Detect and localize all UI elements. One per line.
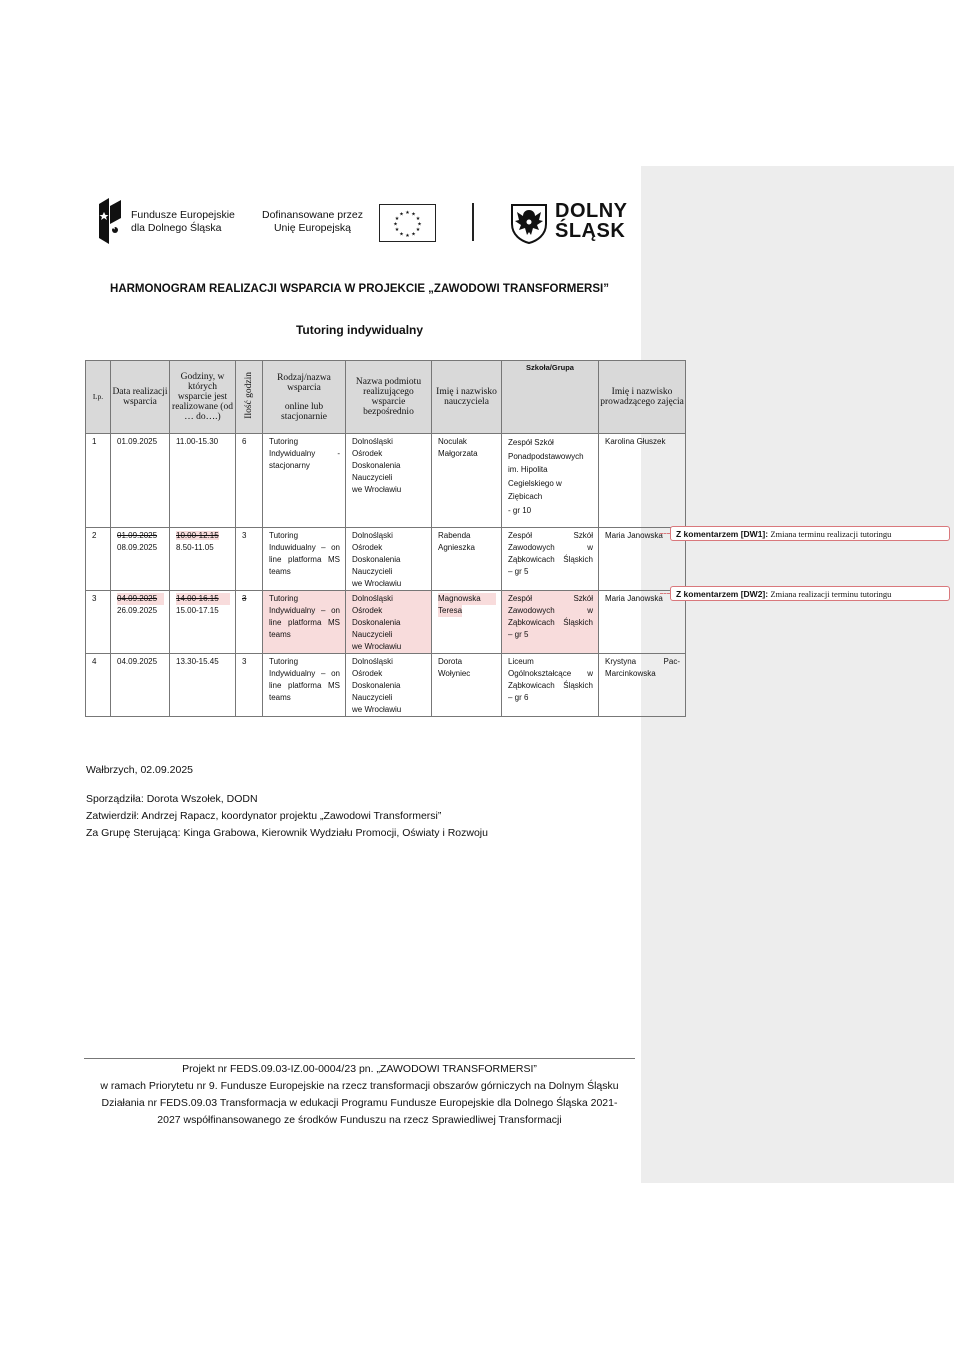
entity-line: Dolnośląski (352, 657, 393, 666)
cell-count (236, 591, 263, 654)
cell-school: Zespół Szkół Zawodowych w Ząbkowicach Śląskich – gr 5 (502, 528, 599, 591)
entity-line: we Wrocławiu (352, 642, 402, 651)
comment-text: Zmiana terminu realizacji tutoringu (770, 529, 892, 539)
header-entity: Nazwa podmiotu realizującego wsparcie bezpośrednio (346, 361, 432, 434)
new-date: 08.09.2025 (117, 543, 158, 552)
entity-line: we Wrocławiu (352, 579, 402, 588)
eu-logo-line1: Dofinansowane przez (262, 209, 363, 221)
cell-lp: 3 (86, 591, 111, 654)
cell-date: 04.09.2025 (111, 654, 170, 717)
cell-date: 01.09.2025 (111, 434, 170, 528)
document-title: HARMONOGRAM REALIZACJI WSPARCIA W PROJEKCIE „ZAWODOWI TRANSFORMERSI” (110, 283, 609, 295)
entity-line: Ośrodek (352, 606, 383, 615)
cell-entity (346, 434, 432, 528)
fe-stars-icon (97, 196, 127, 246)
place-date: Wałbrzych, 02.09.2025 (86, 764, 194, 776)
header-type-line2: online lub stacjonarnie (281, 401, 327, 422)
cell-count: 3 (236, 528, 263, 591)
cell-teacher (432, 654, 502, 717)
svg-text:★: ★ (417, 221, 422, 228)
cell-count: 6 (236, 434, 263, 528)
header-date: Data realizacji wsparcia (111, 361, 170, 434)
school-line: Ponadpodstawowych (508, 451, 584, 461)
teacher-line: Agnieszka (438, 543, 475, 552)
deleted-date: 04.09.2025 (117, 593, 164, 605)
entity-line: Dolnośląski (352, 594, 393, 603)
fe-logo-line2: dla Dolnego Śląska (131, 222, 222, 234)
cell-entity (346, 654, 432, 717)
header-count (236, 361, 263, 434)
school-line: im. Hipolita (508, 465, 548, 474)
svg-text:★: ★ (411, 231, 416, 238)
header-type-line1: Rodzaj/nazwa wsparcia (277, 372, 331, 393)
school-line: Cegielskiego w (508, 478, 562, 488)
entity-line: Doskonalenia (352, 555, 401, 564)
cell-type: Tutoring Indywidualny – on line platforma MS teams (263, 654, 346, 717)
school-line: Ziębicach (508, 492, 543, 501)
svg-text:★: ★ (415, 227, 421, 233)
comment-connector (660, 593, 670, 594)
cell-entity (346, 528, 432, 591)
cell-lead: Karolina Głuszek (599, 434, 686, 528)
entity-line: Nauczycieli (352, 630, 393, 639)
svg-text:★: ★ (399, 211, 404, 218)
signature-line: Zatwierdził: Andrzej Rapacz, koordynator projektu „Zawodowi Transformersi” (86, 810, 442, 822)
new-hours: 8.50-11.05 (176, 543, 214, 552)
cell-school: Zespół Szkół Zawodowych w Ząbkowicach Śląskich – gr 5 (502, 591, 599, 654)
footer-line: Projekt nr FEDS.09.03-IZ.00-0004/23 pn. „ZAWODOWI TRANSFORMERSI” (182, 1063, 537, 1075)
entity-line: we Wrocławiu (352, 485, 402, 494)
teacher-line: Dorota (438, 657, 463, 666)
footer (84, 1061, 635, 1129)
table-row (86, 591, 686, 654)
entity-line: Nauczycieli (352, 567, 393, 576)
cell-date (111, 528, 170, 591)
cell-lead: Maria Janowska (599, 528, 686, 591)
table-row (86, 654, 686, 717)
cell-hours: 11.00-15.30 (170, 434, 236, 528)
entity-line: Doskonalenia (352, 681, 401, 690)
header-hours: Godziny, w których wsparcie jest realizowane (od … do….) (170, 361, 236, 434)
cell-type: Tutoring Induwidualny – on line platforma MS teams (263, 528, 346, 591)
cell-hours: 13.30-15.45 (170, 654, 236, 717)
entity-line: Doskonalenia (352, 461, 401, 470)
footer-line: Działania nr FEDS.09.03 Transformacja w edukacji Programu Fundusze Europejskie dla Dolnego Śląska 2021- (101, 1097, 618, 1109)
deleted-hours: 10.00-12.15 (176, 531, 219, 540)
cell-entity (346, 591, 432, 654)
eagle-crest-icon (510, 202, 548, 244)
comment-label: Z komentarzem [DW1]: (676, 529, 769, 539)
entity-line: Ośrodek (352, 543, 383, 552)
cell-type: Tutoring Indywidualny – on line platforma MS teams (263, 591, 346, 654)
cell-teacher (432, 591, 502, 654)
teacher-line: Małgorzata (438, 449, 478, 458)
school-line: - gr 10 (508, 505, 532, 515)
cell-lead: Krystyna Pac-Marcinkowska (599, 654, 686, 717)
cell-type: Tutoring Indywidualny - stacjonarny (263, 434, 346, 528)
svg-text:★: ★ (399, 231, 404, 238)
signature-line: Sporządziła: Dorota Wszołek, DODN (86, 793, 258, 805)
new-hours: 15.00-17.15 (176, 606, 219, 615)
comment-dw2[interactable] (670, 586, 950, 601)
svg-text:★: ★ (411, 211, 416, 218)
svg-text:★: ★ (393, 221, 398, 228)
ds-logo-line1: DOLNY (555, 200, 628, 222)
eu-funding-text (262, 209, 363, 235)
comment-connector (660, 533, 670, 534)
cell-hours (170, 591, 236, 654)
header-type (263, 361, 346, 434)
entity-line: Dolnośląski (352, 531, 393, 540)
svg-text:★: ★ (415, 216, 421, 222)
footer-line: w ramach Priorytetu nr 9. Fundusze Europejskie na rzecz transformacji obszarów górniczych na Dolnym Śląsku (100, 1080, 619, 1092)
cell-lp: 1 (86, 434, 111, 528)
cell-school: Liceum Ogólnokształcące w Ząbkowicach Śląskich – gr 6 (502, 654, 599, 717)
fe-logo-line1: Fundusze Europejskie (131, 209, 235, 221)
deleted-hours: 14.00-16.15 (176, 593, 230, 605)
table-header-row (86, 361, 686, 434)
cell-lp: 2 (86, 528, 111, 591)
comment-text: Zmiana realizacji terminu tutoringu (770, 589, 892, 599)
school-line: Zespół Szkół (508, 438, 554, 447)
new-date: 26.09.2025 (117, 606, 158, 615)
svg-text:★: ★ (405, 210, 410, 216)
entity-line: Ośrodek (352, 669, 383, 678)
cell-hours (170, 528, 236, 591)
teacher-line: Rabenda (438, 531, 471, 540)
cell-date (111, 591, 170, 654)
schedule-table (85, 360, 686, 717)
document-subtitle: Tutoring indywidualny (295, 323, 424, 337)
teacher-line: Teresa (438, 606, 463, 615)
table-row (86, 528, 686, 591)
teacher-line: Noculak (438, 437, 467, 446)
entity-line: Dolnośląski (352, 437, 393, 446)
svg-text:★: ★ (394, 227, 400, 233)
teacher-line: Wołyniec (438, 669, 471, 678)
header-teacher: Imię i nazwisko nauczyciela (432, 361, 502, 434)
header-lp: Lp. (86, 361, 111, 434)
entity-line: Ośrodek (352, 449, 383, 458)
cell-lead: Maria Janowska (599, 591, 686, 654)
table-row (86, 434, 686, 528)
footer-line: 2027 współfinansowanego ze środków Funduszu na rzecz Sprawiedliwej Transformacji (157, 1114, 562, 1126)
entity-line: Nauczycieli (352, 473, 393, 482)
entity-line: we Wrocławiu (352, 705, 402, 714)
cell-count: 3 (236, 654, 263, 717)
footer-divider (84, 1058, 635, 1059)
header-count-label: Ilość godzin (244, 372, 254, 419)
cell-teacher (432, 528, 502, 591)
svg-text:★: ★ (405, 233, 410, 239)
ds-logo-line2: ŚLĄSK (555, 220, 626, 242)
header-lead: Imię i nazwisko prowadzącego zajęcia (599, 361, 686, 434)
count-value: 3 (242, 594, 247, 603)
dolny-slask-logo (555, 201, 628, 241)
cell-lp: 4 (86, 654, 111, 717)
comment-pane (641, 166, 954, 1183)
logo-separator (472, 203, 474, 241)
comment-label: Z komentarzem [DW2]: (676, 589, 769, 599)
svg-text:★: ★ (394, 216, 400, 222)
deleted-date: 01.09.2025 (117, 531, 158, 540)
teacher-line: Magnowska (438, 593, 496, 605)
comment-dw1[interactable] (670, 526, 950, 541)
entity-line: Nauczycieli (352, 693, 393, 702)
header-school: Szkoła/Grupa (502, 361, 599, 434)
eu-logo-line2: Unię Europejską (273, 222, 352, 234)
entity-line: Doskonalenia (352, 618, 401, 627)
cell-teacher (432, 434, 502, 528)
eu-flag-icon (379, 204, 436, 242)
signature-line: Za Grupę Sterującą: Kinga Grabowa, Kierownik Wydziału Promocji, Oświaty i Rozwoju (86, 827, 488, 839)
cell-school (502, 434, 599, 528)
